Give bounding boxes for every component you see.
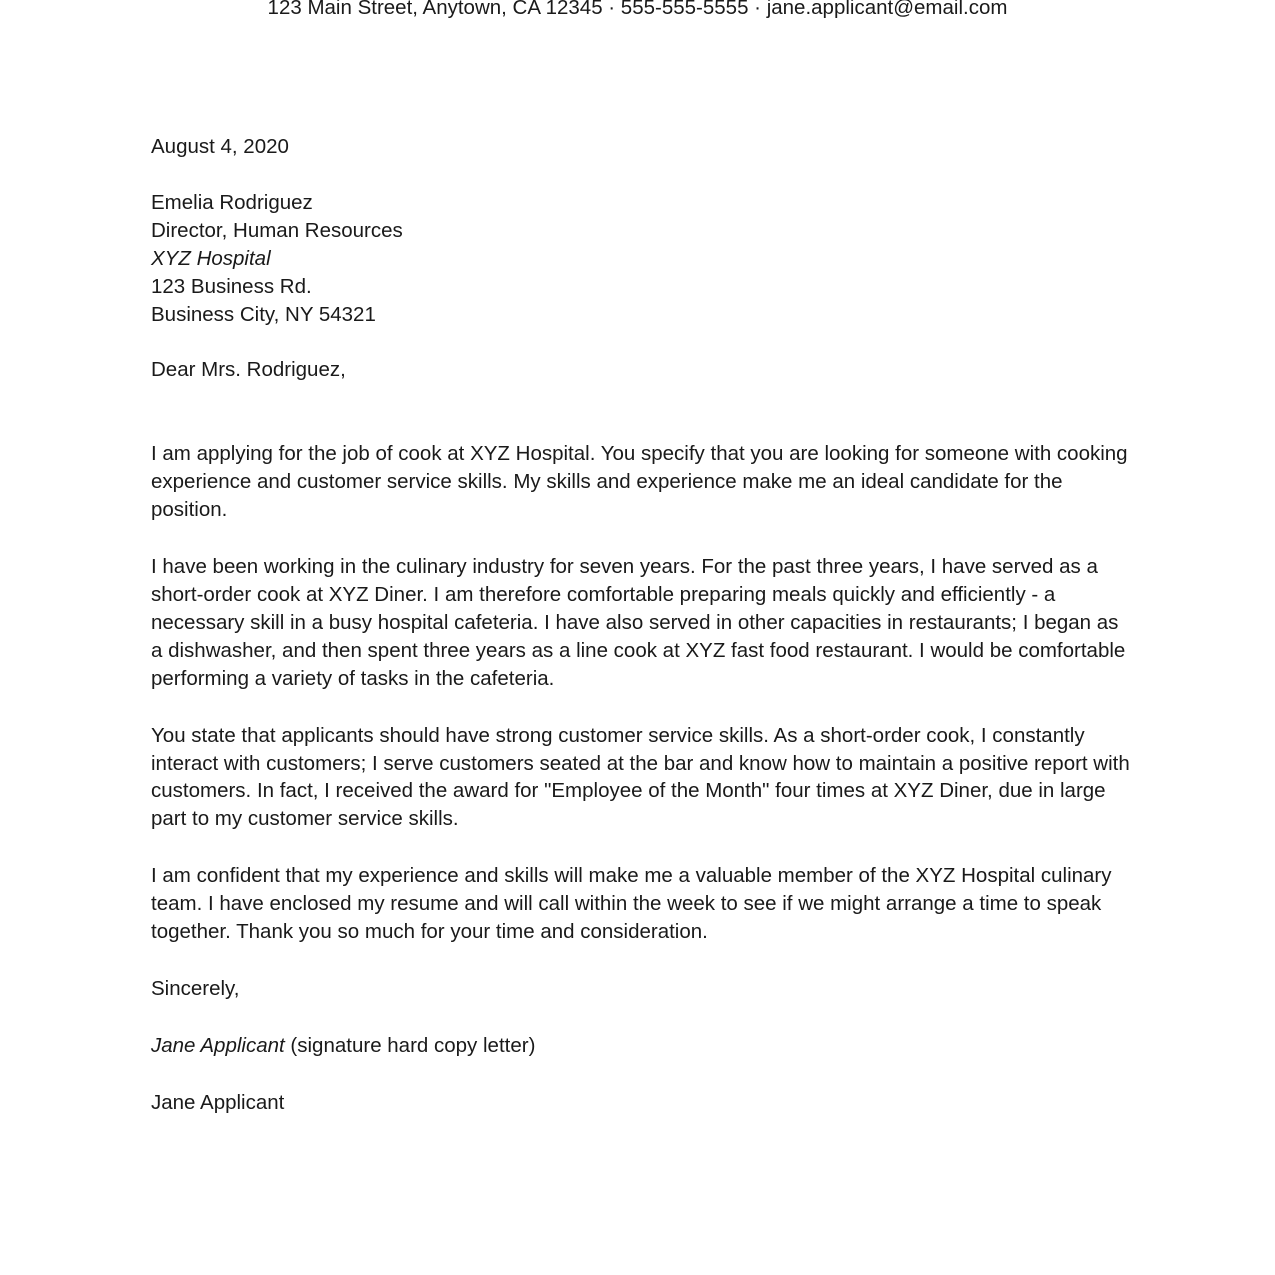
recipient-title: Director, Human Resources [151,218,403,242]
recipient-name: Emelia Rodriguez [151,190,313,214]
letter-date: August 4, 2020 [151,135,289,158]
salutation: Dear Mrs. Rodriguez, [151,358,346,382]
closing: Sincerely, [151,976,240,1000]
recipient-city: Business City, NY 54321 [151,302,376,326]
signature-note: (signature hard copy letter) [284,1033,536,1057]
recipient-block [151,189,1131,329]
body-paragraph: You state that applicants should have strong customer service skills. As a short-order cook, I constantly interact with customers; I serve customers seated at the bar and know how to maintain a positive report with customers. In fact, I received the award for "Employee of the Month" four times at XYZ Diner, due in large part to my customer service skills. [151,723,1130,831]
body-paragraph: I am applying for the job of cook at XYZ Hospital. You specify that you are looking for someone with cooking experience and customer service skills. My skills and experience make me an ideal candidate for the position. [151,442,1128,522]
body-paragraph: I am confident that my experience and skills will make me a valuable member of the XYZ Hospital culinary team. I have enclosed my resume and will call within the week to see if we might arrange a time to speak together. Thank you so much for your time and consideration. [151,864,1112,944]
signature-name: Jane Applicant [151,1033,285,1057]
printed-name: Jane Applicant [151,1090,285,1114]
contact-header: 123 Main Street, Anytown, CA 12345 · 555-555-5555 · jane.applicant@email.com [267,0,1008,19]
body-paragraph: I have been working in the culinary industry for seven years. For the past three years, I have served as a short-order cook at XYZ Diner. I am therefore comfortable preparing meals quickly and efficiently - a necessary skill in a busy hospital cafeteria. I have also served in other capacities in restaurants; I began as a dishwasher, and then spent three years as a line cook at XYZ fast food restaurant. I would be comfortable performing a variety of tasks in the cafeteria. [151,555,1126,690]
signature-line [151,1032,1131,1060]
letter-body [151,133,1131,1117]
recipient-company: XYZ Hospital [151,246,271,270]
recipient-street: 123 Business Rd. [151,274,312,298]
